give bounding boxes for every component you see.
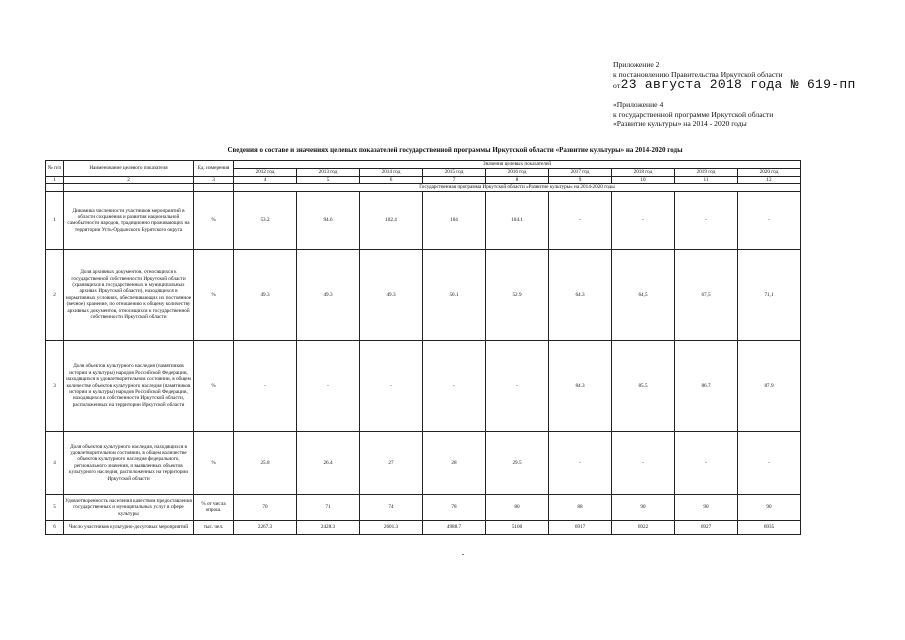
value-cell: 6927 xyxy=(675,520,738,534)
document-title: Сведения о составе и значениях целевых показателей государственной программы Иркутской области «Развитие культуры» на 2014-2020 годы xyxy=(227,146,683,154)
header-year: 2020 год xyxy=(738,169,801,177)
value-cell: 64,5 xyxy=(612,249,675,340)
value-cell: - xyxy=(486,340,549,431)
column-number: 8 xyxy=(486,177,549,184)
table-row xyxy=(46,431,801,494)
row-number: 4 xyxy=(46,431,64,494)
value-cell: - xyxy=(612,431,675,494)
row-number: 1 xyxy=(46,191,64,249)
value-cell: 85.5 xyxy=(612,340,675,431)
value-cell: 27 xyxy=(360,431,423,494)
value-cell: 90 xyxy=(612,494,675,520)
header-year: 2014 год xyxy=(360,169,423,177)
attachment-block xyxy=(613,60,898,129)
unit-cell: % xyxy=(194,249,234,340)
column-number: 5 xyxy=(297,177,360,184)
header-year: 2017 год xyxy=(549,169,612,177)
value-cell: - xyxy=(360,340,423,431)
indicators-table xyxy=(45,160,801,535)
value-cell: - xyxy=(612,191,675,249)
value-cell: - xyxy=(675,431,738,494)
value-cell: 6922 xyxy=(612,520,675,534)
column-number: 11 xyxy=(675,177,738,184)
attachment-line-4: «Приложение 4 xyxy=(613,100,664,110)
header-year: 2013 год xyxy=(297,169,360,177)
table-row xyxy=(46,520,801,534)
column-number: 4 xyxy=(234,177,297,184)
section-header: Государственная программа Иркутской области «Развитие культуры» на 2014-2020 годы xyxy=(234,184,801,191)
value-cell: - xyxy=(738,191,801,249)
date-prefix: от xyxy=(613,81,621,91)
unit-cell: % xyxy=(194,431,234,494)
attachment-line-2: к постановлению Правительства Иркутской области xyxy=(613,69,783,79)
indicator-name: Динамика численности участников мероприятий в области сохранения и развития национальной самобытности народов, традиционно проживающих на территории Усть-Ордынского Бурятского округа xyxy=(64,191,194,249)
indicator-name: Доля архивных документов, относящихся к государственной собственности Иркутской области (хранящихся в государственных и муниципальных архивах Иркутской области), находящихся в нормативных условиях, обеспечивающих их постоянное (вечное) хранение, по отношению к общему количеству архивных документов, относящихся к государственной собственности Иркутской области xyxy=(64,249,194,340)
value-cell: 102.4 xyxy=(360,191,423,249)
row-number: 6 xyxy=(46,520,64,534)
value-cell: 86.7 xyxy=(675,340,738,431)
value-cell: 64.3 xyxy=(549,249,612,340)
value-cell: 2267.3 xyxy=(234,520,297,534)
indicator-name: Доля объектов культурного наследия (памятников истории и культуры) народов Российской Федерации, находящихся в удовлетворительном состоянии, в общем количестве объектов культурного наследия (памятников истории и культуры) народов Российской Федерации, находящихся в собственности Иркутской области, расположенных на территории Иркутской области xyxy=(64,340,194,431)
unit-cell: тыс. чел. xyxy=(194,520,234,534)
unit-cell: % от числа опрош. xyxy=(194,494,234,520)
value-cell: 71,1 xyxy=(738,249,801,340)
attachment-line-5: к государственной программе Иркутской области xyxy=(613,109,774,119)
row-number: 5 xyxy=(46,494,64,520)
value-cell: 78 xyxy=(423,494,486,520)
value-cell: - xyxy=(738,431,801,494)
value-cell: 94.6 xyxy=(297,191,360,249)
value-cell: 5100 xyxy=(486,520,549,534)
value-cell: - xyxy=(675,191,738,249)
column-number: 2 xyxy=(64,177,194,184)
column-number: 7 xyxy=(423,177,486,184)
attachment-line-1: Приложение 2 xyxy=(613,60,660,69)
value-cell: - xyxy=(549,191,612,249)
column-number: 1 xyxy=(46,177,64,184)
header-unit: Ед. измерения xyxy=(194,161,234,177)
value-cell: 90 xyxy=(675,494,738,520)
value-cell: - xyxy=(423,340,486,431)
value-cell: 2428.3 xyxy=(297,520,360,534)
value-cell: 29.5 xyxy=(486,431,549,494)
value-cell: 88 xyxy=(549,494,612,520)
column-number: 10 xyxy=(612,177,675,184)
value-cell: 74 xyxy=(360,494,423,520)
value-cell: 52.9 xyxy=(486,249,549,340)
value-cell: 28 xyxy=(423,431,486,494)
value-cell: 87.9 xyxy=(738,340,801,431)
column-number: 6 xyxy=(360,177,423,184)
column-number: 9 xyxy=(549,177,612,184)
value-cell: 6935 xyxy=(738,520,801,534)
header-year: 2018 год xyxy=(612,169,675,177)
indicator-name: Доля объектов культурного наследия, находящихся в удовлетворительном состоянии, в общем количестве объектов культурного наследия федерального, регионального значения, и выявленных объектов культурного наследия, расположенных на территории Иркутской области xyxy=(64,431,194,494)
value-cell: 49.3 xyxy=(360,249,423,340)
value-cell: 4988.7 xyxy=(423,520,486,534)
column-number: 12 xyxy=(738,177,801,184)
indicator-name: Удовлетворенность населения качеством предоставления государственных и муниципальных услуг в сфере культуры xyxy=(64,494,194,520)
header-year: 2016 год xyxy=(486,169,549,177)
table-row xyxy=(46,340,801,431)
indicator-name: Число участников культурно-досуговых мероприятий xyxy=(64,520,194,534)
table-row xyxy=(46,494,801,520)
value-cell: 80 xyxy=(486,494,549,520)
header-year: 2012 год xyxy=(234,169,297,177)
column-number: 3 xyxy=(194,177,234,184)
row-number: 3 xyxy=(46,340,64,431)
attachment-date xyxy=(613,78,898,92)
header-year: 2019 год xyxy=(675,169,738,177)
value-cell: 53.2 xyxy=(234,191,297,249)
table-row xyxy=(46,249,801,340)
page-mark xyxy=(462,554,464,555)
value-cell: 104.1 xyxy=(486,191,549,249)
header-name: Наименование целевого показателя xyxy=(64,161,194,177)
value-cell: 6917 xyxy=(549,520,612,534)
value-cell: 70 xyxy=(234,494,297,520)
value-cell: 49.3 xyxy=(297,249,360,340)
value-cell: 25.8 xyxy=(234,431,297,494)
date-text: 23 августа 2018 года № 619-пп xyxy=(620,77,856,93)
header-year: 2015 год xyxy=(423,169,486,177)
unit-cell: % xyxy=(194,191,234,249)
value-cell: 90 xyxy=(738,494,801,520)
value-cell: - xyxy=(234,340,297,431)
value-cell: 49.3 xyxy=(234,249,297,340)
value-cell: 104 xyxy=(423,191,486,249)
value-cell: 2601.3 xyxy=(360,520,423,534)
value-cell: 50.1 xyxy=(423,249,486,340)
row-number: 2 xyxy=(46,249,64,340)
table-row xyxy=(46,191,801,249)
value-cell: 67,5 xyxy=(675,249,738,340)
value-cell: - xyxy=(549,431,612,494)
value-cell: 84.3 xyxy=(549,340,612,431)
attachment-line-6: «Развитие культуры» на 2014 - 2020 годы xyxy=(613,119,747,129)
value-cell: 71 xyxy=(297,494,360,520)
value-cell: - xyxy=(297,340,360,431)
unit-cell: % xyxy=(194,340,234,431)
header-num: № п/п xyxy=(46,161,64,177)
header-values: Значения целевых показателей xyxy=(234,161,801,169)
value-cell: 26.4 xyxy=(297,431,360,494)
